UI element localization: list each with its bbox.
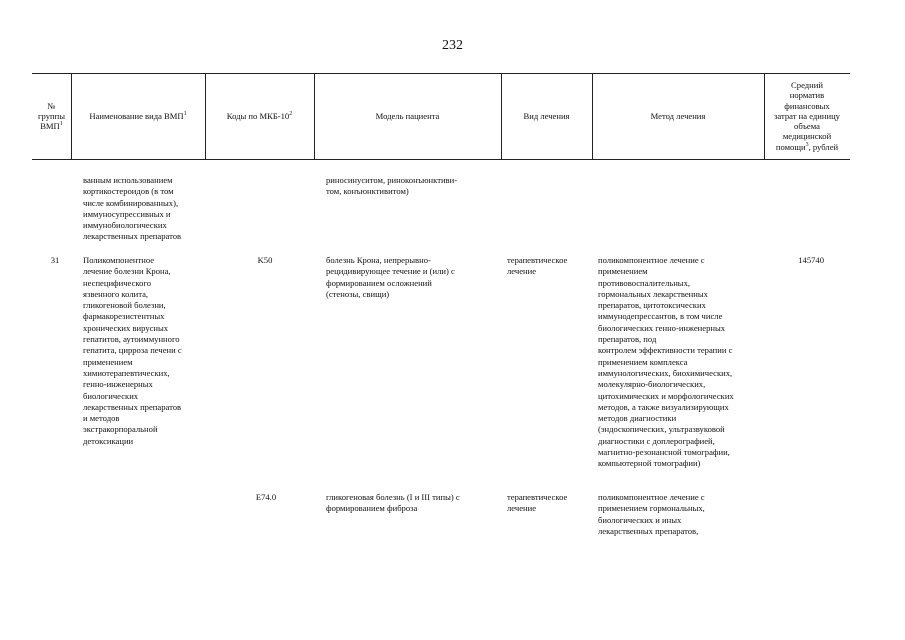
row-31-vmp-name: Поликомпонентное лечение болезни Крона, неспецифического язвенного колита, гликогеновой болезни, фармакорезистентных хронических вирусных гепатитов, аутоиммунного гепатита, цирроза печени с применением химиотерапевтических, генно-инженерных биологических лекарственных препаратов и методов экстракорпоральной детоксикации bbox=[83, 255, 182, 446]
header-treatment-type-text: Вид лечения bbox=[523, 110, 570, 121]
header-treatment-method bbox=[592, 73, 764, 159]
row-continuation-model: риносинуситом, риноконъюнктиви- том, конъюнктивитом) bbox=[326, 175, 458, 197]
row-e74-treatment-method: поликомпонентное лечение с применением гормональных, биологических и иных лекарственных препаратов, bbox=[598, 492, 705, 536]
header-average-cost-tail: , рублей bbox=[808, 141, 839, 152]
header-icd-codes-text: Коды по МКБ-10 bbox=[226, 110, 290, 121]
header-vmp-name-text: Наименование вида ВМП bbox=[89, 110, 184, 121]
header-treatment-method-text: Метод лечения bbox=[650, 110, 706, 121]
row-31-treatment-type: терапевтическое лечение bbox=[507, 255, 568, 277]
footnote-marker: 3 bbox=[805, 141, 809, 148]
header-average-cost-text: Средний норматив финансовых затрат на единицу объема медицинской помощи bbox=[774, 79, 840, 152]
footnote-marker: 1 bbox=[183, 110, 187, 117]
page-number: 232 bbox=[442, 38, 463, 53]
row-e74-icd-code: E74.0 bbox=[255, 492, 277, 502]
row-continuation-name: ванным использованием кортикостероидов (в том числе комбинированных), иммуносупрессивных и иммунобиологических лекарственных препаратов bbox=[83, 175, 182, 242]
row-31-patient-model: болезнь Крона, непрерывно- рецидивирующее течение и (или) с формированием осложнений (стенозы, свищи) bbox=[326, 255, 455, 299]
header-group-number bbox=[32, 73, 71, 159]
table-header-bottom-border bbox=[32, 159, 850, 160]
row-e74-treatment-type: терапевтическое лечение bbox=[507, 492, 568, 514]
header-average-cost bbox=[764, 73, 850, 159]
header-vmp-name bbox=[71, 73, 205, 159]
header-patient-model bbox=[314, 73, 501, 159]
header-treatment-type bbox=[501, 73, 592, 159]
header-group-number-text: № группы ВМП bbox=[38, 100, 65, 132]
row-31-group-number: 31 bbox=[50, 255, 60, 265]
footnote-marker: 2 bbox=[289, 110, 293, 117]
row-31-treatment-method: поликомпонентное лечение с применением противовоспалительных, гормональных лекарственных препаратов, цитотоксических иммунодепрессантов, в том числе биологических генно-инженерных препаратов, под контролем эффективности терапии с применением комплекса иммунологических, биохимических, молекулярно-биологических, цитохимических и морфологических методов, а также визуализирующих методов диагностики (эндоскопических, ультразвуковой диагностики с доплерографией, магнитно-резонансной томографии, компьютерной томографии) bbox=[598, 255, 734, 469]
header-icd-codes bbox=[205, 73, 314, 159]
footnote-marker: 1 bbox=[59, 121, 63, 128]
row-31-average-cost: 145740 bbox=[798, 255, 824, 265]
header-patient-model-text: Модель пациента bbox=[375, 110, 440, 121]
row-e74-patient-model: гликогеновая болезнь (I и III типы) с формированием фиброза bbox=[326, 492, 460, 514]
row-31-icd-code: K50 bbox=[257, 255, 273, 265]
